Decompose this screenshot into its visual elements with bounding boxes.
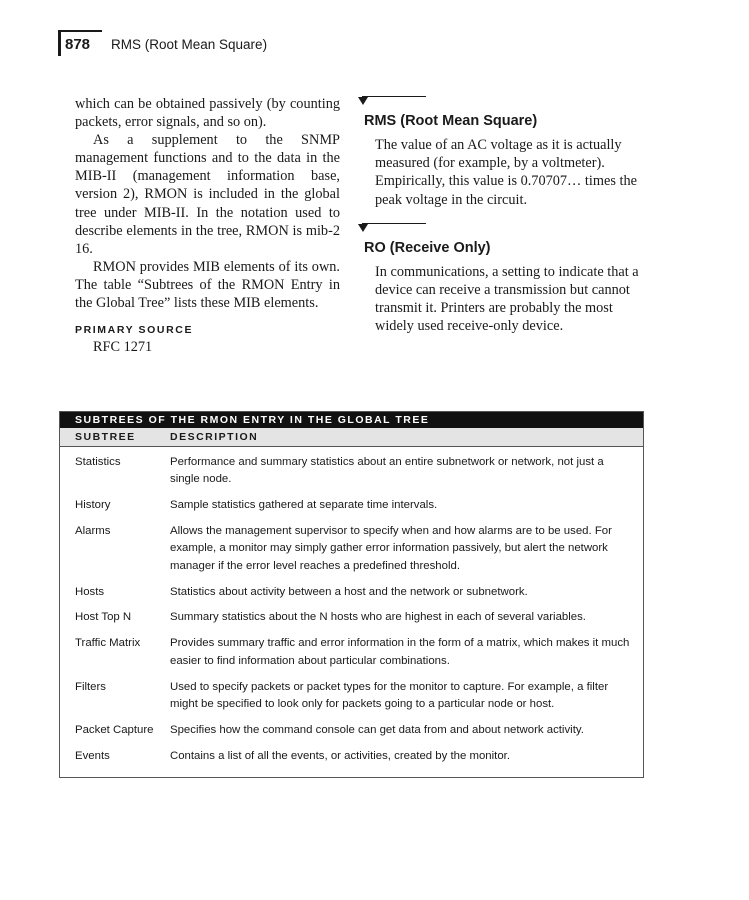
- entry-title: RO (Receive Only): [364, 239, 491, 256]
- body-paragraph: which can be obtained passively (by counting packets, error signals, and so on).: [75, 96, 340, 131]
- table-row: [60, 679, 643, 714]
- column-header-description: DESCRIPTION: [170, 431, 259, 443]
- description-cell: Summary statistics about the N hosts who are highest in each of several variables.: [170, 611, 586, 624]
- description-cell: Allows the management supervisor to specify when and how alarms are to be used. For example, a monitor may simply gather error information passively, but alert the network manager if the error level reaches a predefined threshold.: [170, 525, 612, 572]
- left-column: [75, 95, 340, 356]
- description-cell: Specifies how the command console can get data from and about network activity.: [170, 723, 584, 736]
- glossary-entry-ro: [358, 223, 646, 336]
- table-row: [60, 523, 643, 575]
- subtree-cell: History: [75, 499, 111, 512]
- subtree-cell: Filters: [75, 680, 107, 693]
- body-paragraph: RMON provides MIB elements of its own. The table “Subtrees of the RMON Entry in the Global Tree” lists these MIB elements.: [75, 258, 340, 312]
- table-row: [60, 584, 643, 601]
- entry-title: RMS (Root Mean Square): [364, 113, 538, 129]
- triangle-marker-icon: [358, 224, 368, 232]
- table-row: [60, 497, 643, 514]
- header-rule-horizontal: [58, 30, 102, 32]
- subtree-cell: Events: [75, 749, 110, 762]
- subtree-cell: Statistics: [75, 456, 121, 468]
- primary-source-reference: RFC 1271: [93, 339, 153, 356]
- rmon-subtrees-table: [59, 411, 644, 778]
- column-header-subtree: SUBTREE: [75, 431, 136, 443]
- subtree-cell: Traffic Matrix: [75, 637, 141, 650]
- table-body: [60, 447, 643, 765]
- description-cell: Sample statistics gathered at separate time intervals.: [170, 499, 438, 512]
- table-row: [60, 722, 643, 739]
- description-cell: Contains a list of all the events, or activities, created by the monitor.: [170, 749, 510, 762]
- glossary-entry-rms: [358, 96, 646, 209]
- entry-marker: [358, 223, 646, 233]
- subtree-cell: Host Top N: [75, 611, 132, 624]
- table-row: [60, 609, 643, 626]
- entry-marker: [358, 96, 646, 106]
- subtree-cell: Hosts: [75, 585, 105, 598]
- entry-definition: In communications, a setting to indicate that a device can receive a transmission but cannot transmit it. Printers are probably the most widely used receive-only device.: [375, 263, 639, 335]
- triangle-marker-icon: [358, 97, 368, 105]
- header-rule-vertical: [58, 30, 61, 56]
- table-row: [60, 454, 643, 489]
- description-cell: Statistics about activity between a host and the network or subnetwork.: [170, 585, 528, 598]
- table-column-headers: [60, 428, 643, 447]
- description-cell: Performance and summary statistics about an entire subnetwork or network, not just a single node.: [170, 456, 604, 486]
- table-row: [60, 635, 643, 670]
- table-row: [60, 748, 643, 765]
- subtree-cell: Alarms: [75, 525, 111, 538]
- marker-rule: [362, 223, 426, 224]
- page-number: 878: [65, 36, 91, 53]
- running-head: RMS (Root Mean Square): [111, 37, 268, 52]
- table-title: SUBTREES OF THE RMON ENTRY IN THE GLOBAL TREE: [60, 412, 643, 428]
- right-column: [358, 96, 646, 350]
- marker-rule: [362, 96, 426, 97]
- entry-definition: The value of an AC voltage as it is actually measured (for example, by a voltmeter). Empirically, this value is 0.70707… times the peak voltage in the circuit.: [375, 137, 637, 208]
- description-cell: Used to specify packets or packet types for the monitor to capture. For example, a filter might be specified to look only for packets going to a particular node or host.: [170, 680, 609, 710]
- subtree-cell: Packet Capture: [75, 723, 154, 736]
- description-cell: Provides summary traffic and error information in the form of a matrix, which makes it much easier to find information about particular combinations.: [170, 637, 630, 667]
- body-paragraph: As a supplement to the SNMP management functions and to the data in the MIB-II (management information base, version 2), RMON is included in the global tree under MIB-II. In the notation used to describe elements in the tree, RMON is mib-2 16.: [75, 132, 340, 257]
- primary-source-heading: PRIMARY SOURCE: [75, 324, 194, 337]
